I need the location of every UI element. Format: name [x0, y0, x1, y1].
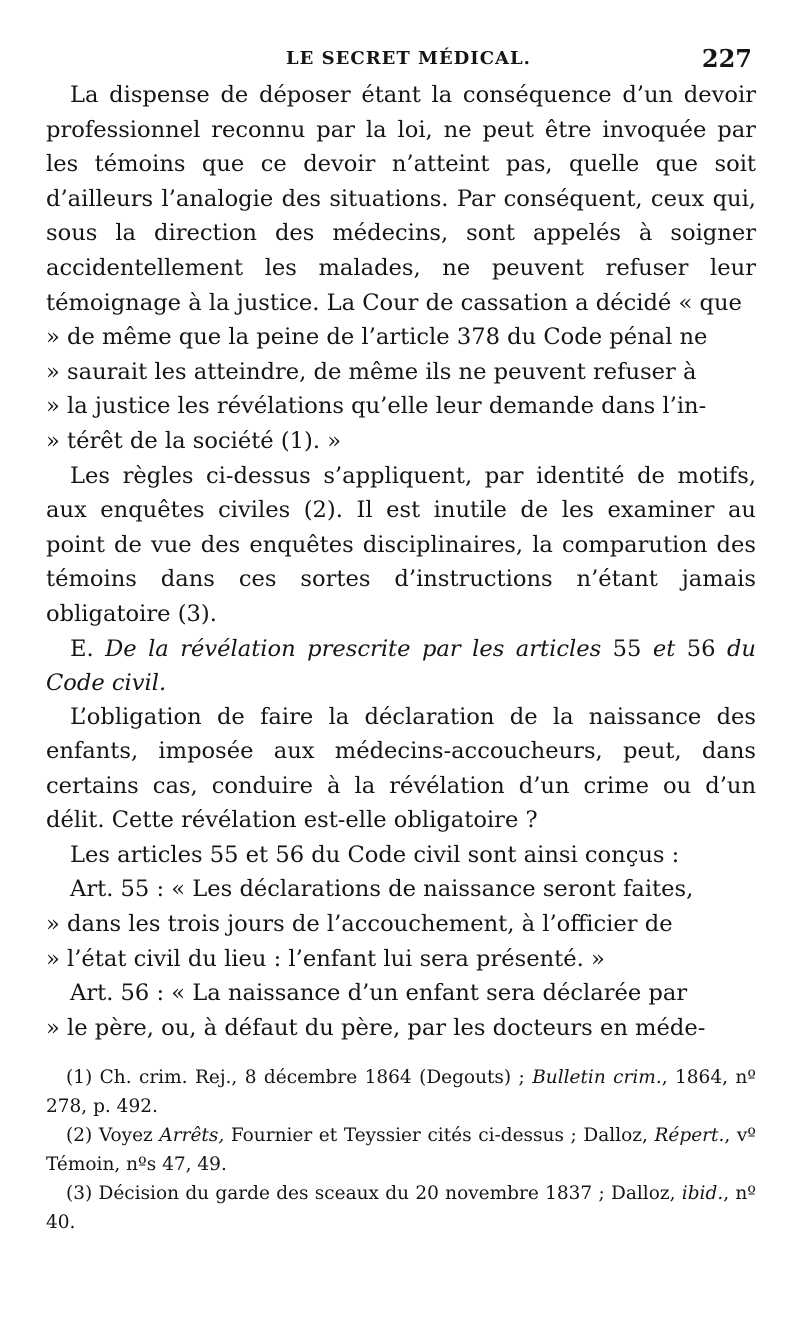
- quote-line: » térêt de la société (1). »: [46, 427, 342, 454]
- section-title: De la révélation prescrite par les articles: [105, 635, 602, 662]
- footnotes: [46, 1063, 756, 1237]
- article-number: 55: [612, 635, 642, 662]
- footnote: (2) Voyez Arrêts, Fournier et Teyssier cités ci-dessus ; Dalloz, Répert., vº Témoin, nºs 47, 49.: [46, 1125, 756, 1176]
- quote-line: » l’état civil du lieu : l’enfant lui sera présenté. »: [46, 945, 605, 972]
- paragraph: La dispense de déposer étant la conséquence d’un devoir professionnel reconnu par la loi, ne peut être invoquée par les témoins que ce devoir n’atteint pas, quelle que soit d’ailleurs l’analogie des situations. Par conséquent, ceux qui, sous la direction des médecins, sont appelés à soigner accidentellement les malades, ne peuvent refuser leur témoignage à la justice. La Cour de cassation a décidé « que: [46, 82, 756, 316]
- quote-line: » saurait les atteindre, de même ils ne peuvent refuser à: [46, 358, 697, 385]
- running-title: LE SECRET MÉDICAL.: [286, 48, 531, 69]
- paragraph: Les articles 55 et 56 du Code civil sont ainsi conçus :: [70, 841, 680, 868]
- article-quote-line: Art. 55 : « Les déclarations de naissance seront faites,: [70, 876, 694, 903]
- section-title: et: [652, 635, 676, 662]
- footnote: (3) Décision du garde des sceaux du 20 novembre 1837 ; Dalloz, ibid., nº 40.: [46, 1183, 756, 1234]
- body-text: [46, 78, 756, 1045]
- page-number: 227: [701, 44, 752, 73]
- section-heading: [46, 632, 756, 700]
- section-letter: E.: [70, 635, 94, 662]
- article-quote-line: Art. 56 : « La naissance d’un enfant sera déclarée par: [70, 980, 688, 1007]
- quote-line: » le père, ou, à défaut du père, par les docteurs en méde-: [46, 1014, 706, 1041]
- paragraph: Les règles ci-dessus s’appliquent, par identité de motifs, aux enquêtes civiles (2). Il est inutile de les examiner au point de vue des enquêtes disciplinaires, la comparution des témoins dans ces sortes d’instructions n’étant jamais obligatoire (3).: [46, 462, 756, 627]
- footnote: (1) Ch. crim. Rej., 8 décembre 1864 (Degouts) ; Bulletin crim., 1864, nº 278, p. 492.: [46, 1067, 757, 1118]
- paragraph: L’obligation de faire la déclaration de la naissance des enfants, imposée aux médecins-accoucheurs, peut, dans certains cas, conduire à la révélation d’un crime ou d’un délit. Cette révélation est-elle obligatoire ?: [46, 703, 756, 834]
- quote-line: » la justice les révélations qu’elle leur demande dans l’in-: [46, 393, 707, 420]
- quote-line: » de même que la peine de l’article 378 du Code pénal ne: [46, 324, 708, 351]
- quote-line: » dans les trois jours de l’accouchement, à l’officier de: [46, 911, 673, 938]
- section-title: du Code civil.: [46, 635, 756, 696]
- page-header: [46, 42, 756, 78]
- article-number: 56: [686, 635, 716, 662]
